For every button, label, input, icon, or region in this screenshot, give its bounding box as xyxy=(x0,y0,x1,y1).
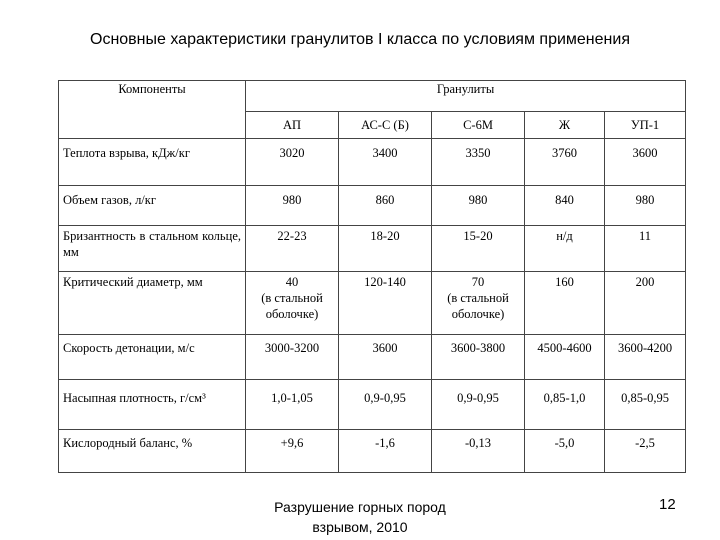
table-cell: 1,0-1,05 xyxy=(246,380,339,430)
table-cell xyxy=(605,272,686,335)
table-row xyxy=(59,380,686,430)
cell-line: 200 xyxy=(635,275,655,289)
table-cell xyxy=(432,272,525,335)
table-cell: 840 xyxy=(525,186,605,226)
table-cell: -2,5 xyxy=(605,430,686,473)
table-row xyxy=(59,186,686,226)
column-header: АП xyxy=(246,112,339,139)
cell-line: оболочке) xyxy=(451,307,505,321)
row-label: Насыпная плотность, г/см³ xyxy=(59,380,246,430)
table-cell: 4500-4600 xyxy=(525,335,605,380)
cell-line: 160 xyxy=(555,275,574,289)
table-cell: 3000-3200 xyxy=(246,335,339,380)
column-header: УП-1 xyxy=(605,112,686,139)
table-cell: 3600 xyxy=(605,139,686,186)
table-cell: 3020 xyxy=(246,139,339,186)
table-row xyxy=(59,272,686,335)
cell-line: оболочке) xyxy=(265,307,319,321)
column-header: Ж xyxy=(525,112,605,139)
table-row xyxy=(59,226,686,272)
row-label: Скорость детонации, м/с xyxy=(59,335,246,380)
table-cell xyxy=(525,272,605,335)
table-cell: 0,9-0,95 xyxy=(432,380,525,430)
table-cell: -5,0 xyxy=(525,430,605,473)
table-cell: 3600 xyxy=(339,335,432,380)
row-label: Кислородный баланс, % xyxy=(59,430,246,473)
table-cell: 980 xyxy=(432,186,525,226)
table-cell: 22-23 xyxy=(246,226,339,272)
table-cell: 15-20 xyxy=(432,226,525,272)
table-row xyxy=(59,430,686,473)
row-label: Бризантность в стальном кольце, мм xyxy=(59,226,246,272)
table-cell: 18-20 xyxy=(339,226,432,272)
table-cell: 0,85-0,95 xyxy=(605,380,686,430)
footer-source xyxy=(0,497,720,537)
table-row xyxy=(59,335,686,380)
table-cell: 0,9-0,95 xyxy=(339,380,432,430)
footer-source-line: Разрушение горных пород xyxy=(274,499,446,515)
characteristics-table xyxy=(58,80,686,473)
cell-line: 40 xyxy=(285,275,299,289)
table-cell: 11 xyxy=(605,226,686,272)
table-row xyxy=(59,139,686,186)
row-label: Критический диаметр, мм xyxy=(59,272,246,335)
table-cell: 3760 xyxy=(525,139,605,186)
page-number: 12 xyxy=(659,496,676,513)
cell-line: 70 xyxy=(471,275,485,289)
row-label: Теплота взрыва, кДж/кг xyxy=(59,139,246,186)
table-cell: 3400 xyxy=(339,139,432,186)
table-cell xyxy=(339,272,432,335)
table-cell: +9,6 xyxy=(246,430,339,473)
table-cell: 980 xyxy=(246,186,339,226)
column-header: С-6М xyxy=(432,112,525,139)
table-cell: 3600-4200 xyxy=(605,335,686,380)
cell-line: (в стальной xyxy=(261,291,323,305)
table-cell: н/д xyxy=(525,226,605,272)
cell-line: (в стальной xyxy=(447,291,509,305)
table-cell: 980 xyxy=(605,186,686,226)
components-header: Компоненты xyxy=(59,81,246,139)
column-header: АС-С (Б) xyxy=(339,112,432,139)
table-cell: 0,85-1,0 xyxy=(525,380,605,430)
granulites-header: Гранулиты xyxy=(246,81,686,112)
table-cell: 3350 xyxy=(432,139,525,186)
table-cell xyxy=(246,272,339,335)
row-label: Объем газов, л/кг xyxy=(59,186,246,226)
slide-title: Основные характеристики гранулитов I класса по условиям применения xyxy=(90,31,630,48)
table-cell: 3600-3800 xyxy=(432,335,525,380)
footer-source-line: взрывом, 2010 xyxy=(312,519,408,535)
table-cell: 860 xyxy=(339,186,432,226)
table-cell: -1,6 xyxy=(339,430,432,473)
table-cell: -0,13 xyxy=(432,430,525,473)
cell-line: 120-140 xyxy=(364,275,406,289)
